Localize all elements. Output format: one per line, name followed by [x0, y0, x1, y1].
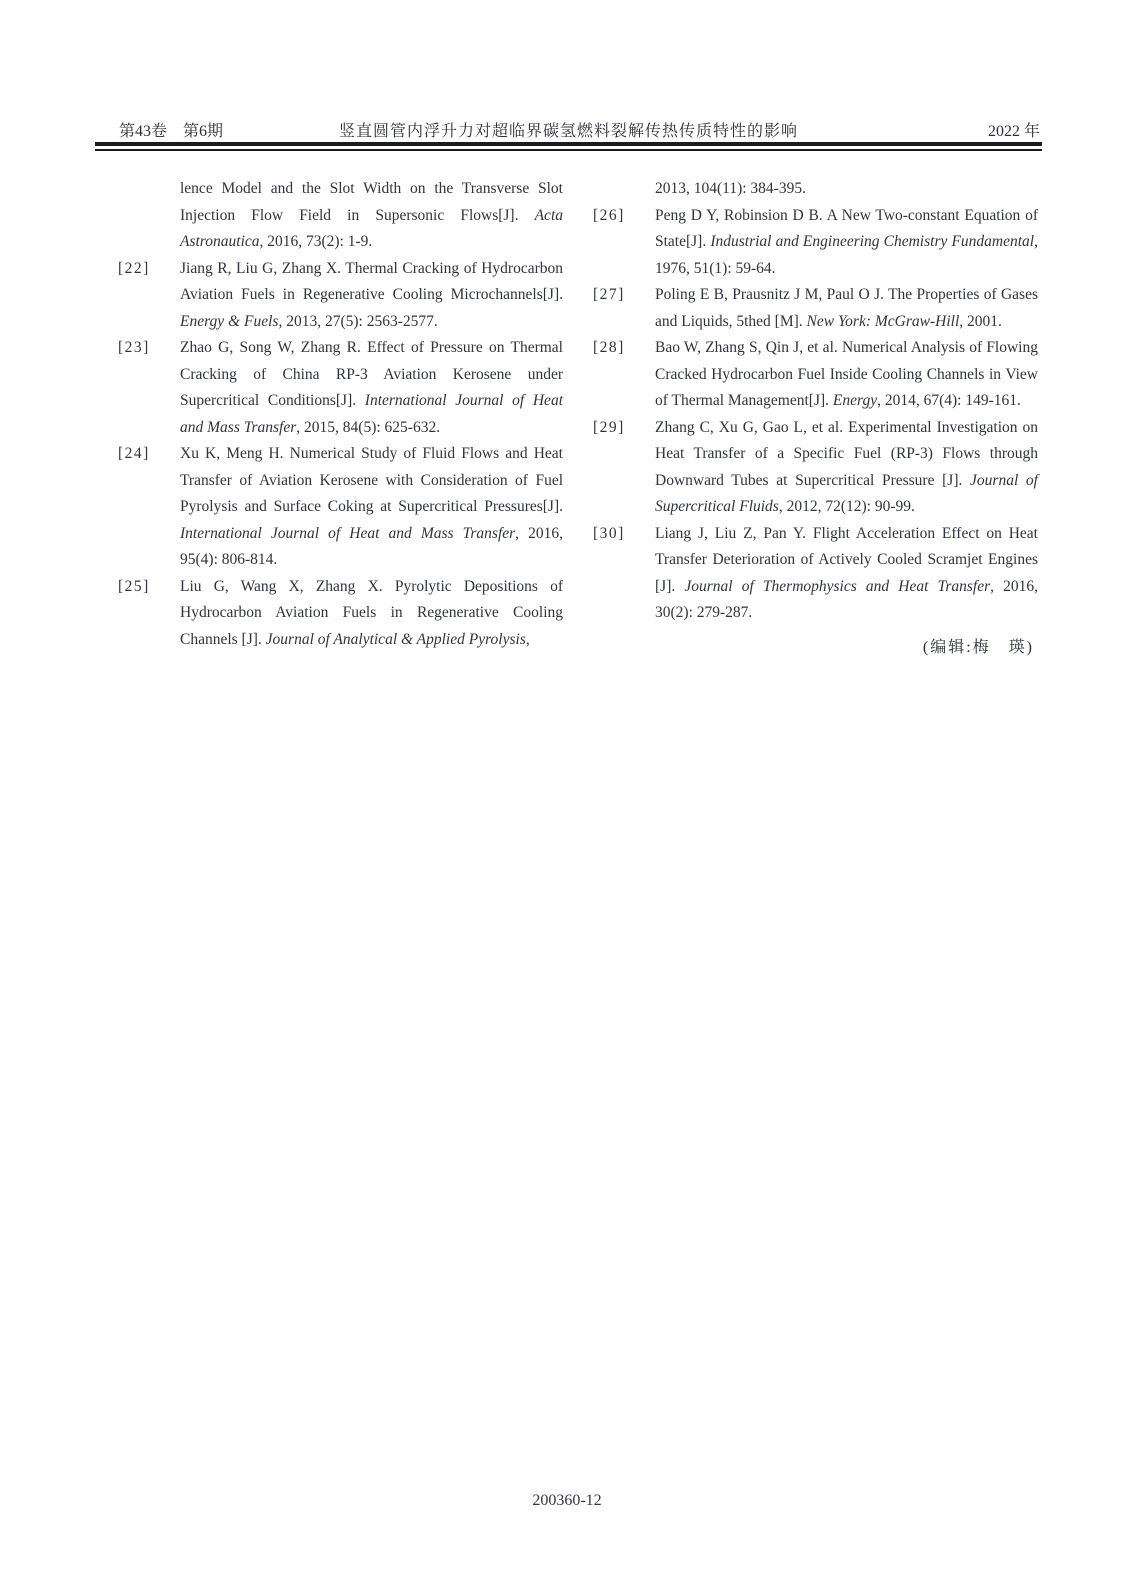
reference-run: , 2015, 84(5): 625-632. — [296, 418, 441, 436]
reference-text — [180, 256, 563, 336]
reference-item — [593, 203, 1038, 283]
journal-name: Acta Astronautica — [180, 206, 563, 250]
journal-name: New York: McGraw-Hill — [806, 312, 960, 330]
references-column-right-items — [593, 176, 1038, 627]
reference-text — [180, 335, 563, 441]
reference-label: [23] — [118, 339, 150, 356]
reference-label: [30] — [593, 524, 625, 542]
reference-run: Jiang R, Liu G, Zhang X. Thermal Cracking of Hydrocarbon Aviation Fuels in Regenerative Cooling Microchannels[J]. — [180, 259, 563, 303]
references-section — [118, 176, 1038, 661]
running-title: 竖直圆管内浮升力对超临界碳氢燃料裂解传热传质特性的影响 — [338, 123, 798, 140]
reference-run: Liang J, Liu Z, Pan Y. Flight Acceleration Effect on Heat Transfer Deterioration of Actively Cooled Scramjet Engines [J]. — [655, 524, 1038, 595]
reference-run: , — [525, 630, 530, 648]
journal-name: Journal of Analytical & Applied Pyrolysis — [265, 630, 526, 648]
reference-run: , 2013, 27(5): 2563-2577. — [278, 312, 438, 330]
journal-name: International Journal of Heat and Mass Transfer — [180, 524, 516, 542]
reference-text — [655, 521, 1038, 627]
reference-text — [655, 176, 1038, 203]
journal-name: Journal of Thermophysics and Heat Transfer — [684, 577, 991, 595]
reference-label: [25] — [118, 577, 150, 595]
reference-run: Zhang C, Xu G, Gao L, et al. Experimental Investigation on Heat Transfer of a Specific Fuel (RP-3) Flows through Downward Tubes at Supercritical Pressure [J]. — [655, 418, 1038, 489]
reference-text — [180, 574, 563, 654]
reference-run: , 2016, 95(4): 806-814. — [180, 524, 563, 568]
reference-run: , 2012, 72(12): 90-99. — [778, 498, 915, 515]
reference-item — [593, 521, 1038, 627]
reference-run: Poling E B, Prausnitz J M, Paul O J. The Properties of Gases and Liquids, 5thed [M]. — [655, 286, 1038, 330]
reference-item — [593, 415, 1038, 521]
year-label: 2022 年 — [987, 123, 1040, 140]
reference-text — [180, 176, 563, 256]
editor-note: (编辑:梅 瑛) — [922, 638, 1034, 656]
page-number: 200360-12 — [532, 1492, 602, 1509]
reference-item — [118, 335, 563, 441]
reference-label: [28] — [593, 339, 625, 356]
reference-text — [655, 203, 1038, 283]
reference-label: [24] — [118, 445, 150, 462]
reference-item — [593, 282, 1038, 335]
reference-item — [593, 335, 1038, 415]
journal-name: Energy — [832, 392, 878, 409]
journal-name: Journal of Supercritical Fluids — [655, 471, 1038, 515]
reference-label: [29] — [593, 418, 625, 436]
reference-item — [118, 574, 563, 654]
reference-item — [118, 441, 563, 574]
reference-text — [180, 441, 563, 574]
reference-item — [118, 256, 563, 336]
reference-label: [22] — [118, 259, 150, 277]
reference-text — [655, 415, 1038, 521]
header-rule — [95, 142, 1042, 151]
journal-name: Industrial and Engineering Chemistry Fundamental — [710, 233, 1035, 250]
reference-run: Xu K, Meng H. Numerical Study of Fluid Flows and Heat Transfer of Aviation Kerosene with Consideration of Fuel Pyrolysis and Surface Coking at Supercritical Pressures[J]. — [180, 445, 563, 515]
page-header — [95, 118, 1042, 140]
reference-run: 2013, 104(11): 384-395. — [655, 180, 806, 197]
reference-label — [593, 176, 655, 203]
reference-run: Zhao G, Song W, Zhang R. Effect of Pressure on Thermal Cracking of China RP-3 Aviation Kerosene under Supercritical Conditions[J]. — [180, 339, 563, 409]
reference-run: Bao W, Zhang S, Qin J, et al. Numerical Analysis of Flowing Cracked Hydrocarbon Fuel Inside Cooling Channels in View of Thermal Management[J]. — [655, 339, 1038, 409]
reference-item — [118, 176, 563, 256]
reference-label: [27] — [593, 286, 625, 303]
references-column-right — [593, 176, 1038, 661]
reference-run: , 2001. — [959, 312, 1002, 330]
reference-text — [655, 335, 1038, 415]
page-footer — [0, 1492, 1134, 1510]
reference-run: , 1976, 51(1): 59-64. — [655, 233, 1038, 277]
reference-label: [26] — [593, 206, 625, 224]
reference-label — [118, 176, 180, 256]
references-column-left — [118, 176, 563, 661]
journal-name: International Journal of Heat and Mass Transfer — [180, 392, 563, 436]
reference-run: Liu G, Wang X, Zhang X. Pyrolytic Depositions of Hydrocarbon Aviation Fuels in Regenerative Cooling Channels [J]. — [180, 577, 563, 648]
reference-text — [655, 282, 1038, 335]
reference-run: , 2016, 30(2): 279-287. — [655, 577, 1039, 621]
volume-issue-label: 第43卷 第6期 — [119, 123, 224, 140]
journal-name: Energy & Fuels — [180, 312, 279, 330]
reference-run: , 2014, 67(4): 149-161. — [877, 392, 1021, 409]
reference-run: , 2016, 73(2): 1-9. — [259, 233, 373, 250]
reference-item — [593, 176, 1038, 203]
reference-run: lence Model and the Slot Width on the Transverse Slot Injection Flow Field in Supersonic Flows[J]. — [180, 180, 563, 224]
reference-run: Peng D Y, Robinsion D B. A New Two-constant Equation of State[J]. — [655, 206, 1038, 250]
